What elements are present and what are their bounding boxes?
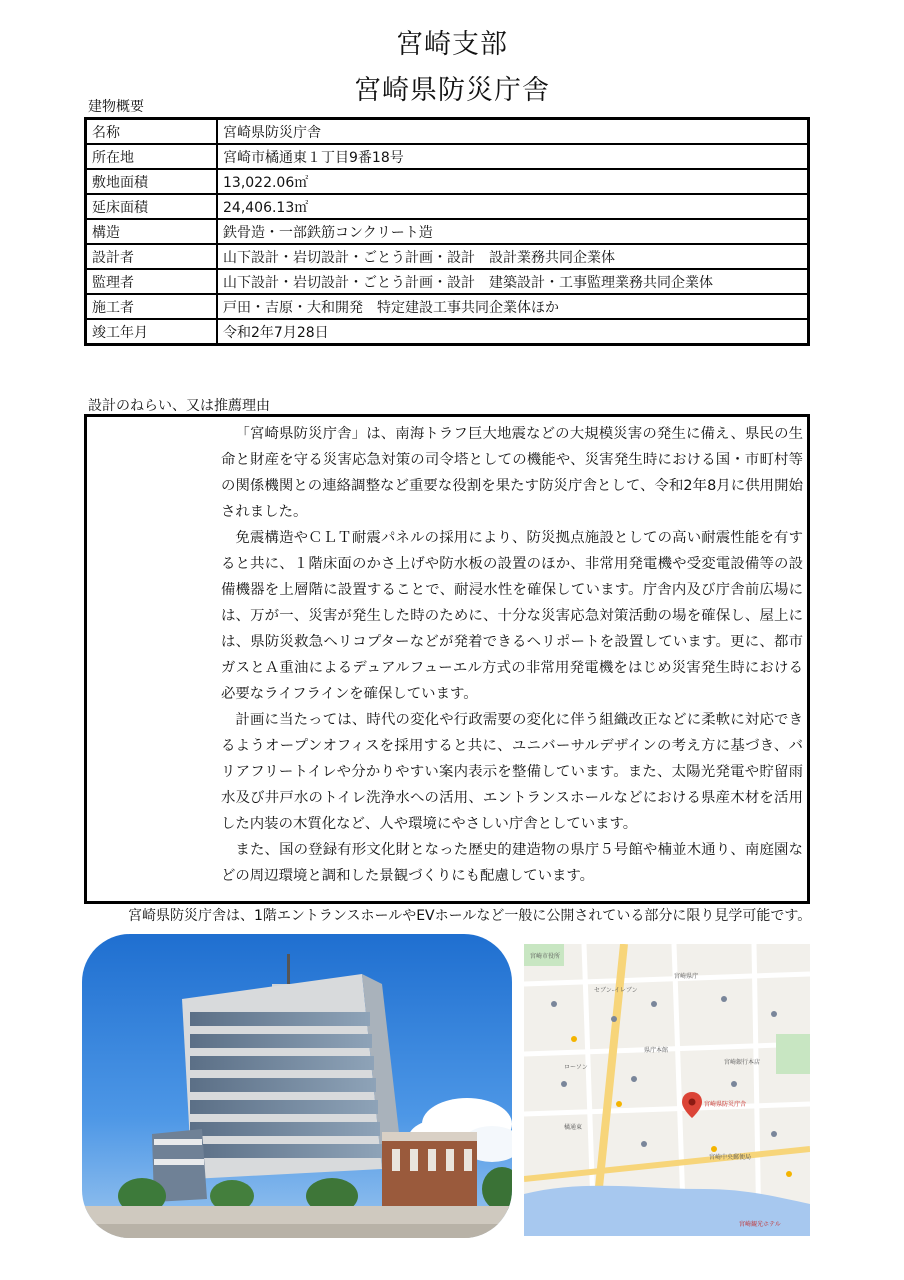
reason-text [221,421,803,889]
row-value: 鉄骨造・一部鉄筋コンクリート造 [217,219,809,244]
building-photo [82,934,512,1238]
row-value: 令和2年7月28日 [217,319,809,345]
row-value: 宮崎市橘通東１丁目9番18号 [217,144,809,169]
table-row [86,319,809,345]
reason-label: 設計のねらい、又は推薦理由 [88,398,270,414]
overview-label: 建物概要 [88,99,144,115]
row-key: 敷地面積 [86,169,218,194]
table-row [86,144,809,169]
reason-paragraph: 免震構造やＣＬＴ耐震パネルの採用により、防災拠点施設としての高い耐震性能を有すると共に、１階床面のかさ上げや防水板の設置のほか、非常用発電機や受変電設備等の設備機器を上層階に設置することで、耐浸水性を確保しています。庁舎内及び庁舎前広場には、万が一、災害が発生した時のために、十分な災害応急対策活動の場を確保し、屋上には、県防災救急ヘリコプターなどが発着できるヘリポートを設置しています。更に、都市ガスとＡ重油によるデュアルフューエル方式の非常用発電機をはじめ災害発生時における必要なライフラインを確保しています。 [221,530,803,702]
row-key: 施工者 [86,294,218,319]
map-label: セブン-イレブン [594,987,638,994]
row-key: 延床面積 [86,194,218,219]
row-value: 24,406.13㎡ [217,194,809,219]
table-row [86,194,809,219]
row-value: 13,022.06㎡ [217,169,809,194]
row-key: 所在地 [86,144,218,169]
map-label: 宮崎中央郵便局 [709,1154,752,1161]
map-label: 橘通東 [564,1124,583,1131]
row-key: 名称 [86,119,218,145]
reason-paragraph: 計画に当たっては、時代の変化や行政需要の変化に伴う組織改正などに柔軟に対応できるようオープンオフィスを採用すると共に、ユニバーサルデザインの考え方に基づき、バリアフリートイレや分かりやすい案内表示を整備しています。また、太陽光発電や貯留雨水及び井戸水のトイレ洗浄水への活用、エントランスホールなどにおける県産木材を活用した内装の木質化など、人や環境にやさしい庁舎としています。 [221,712,803,832]
table-row [86,119,809,145]
map-label: 宮崎銀行本店 [724,1059,761,1066]
reason-paragraph: 「宮崎県防災庁舎」は、南海トラフ巨大地震などの大規模災害の発生に備え、県民の生命と財産を守る災害応急対策の司令塔としての機能や、災害発生時における国・市町村等の関係機関との連絡調整など重要な役割を果たす防災庁舎として、令和2年8月に供用開始されました。 [221,426,803,520]
table-row [86,244,809,269]
map-label: ローソン [564,1064,588,1071]
reason-paragraph: また、国の登録有形文化財となった歴史的建造物の県庁５号館や楠並木通り、南庭園などの周辺環境と調和した景観づくりにも配慮しています。 [221,842,803,884]
table-row [86,219,809,244]
table-row [86,269,809,294]
row-value: 山下設計・岩切設計・ごとう計画・設計 建築設計・工事監理業務共同企業体 [217,269,809,294]
row-key: 竣工年月 [86,319,218,345]
page-title-branch: 宮崎支部 [396,29,508,60]
location-map[interactable] [524,944,810,1236]
page-title-building: 宮崎県防災庁舎 [354,75,550,106]
map-label: 宮崎県防災庁舎 [704,1101,747,1108]
row-key: 監理者 [86,269,218,294]
row-key: 設計者 [86,244,218,269]
visit-note: 宮崎県防災庁舎は、1階エントランスホールやEVホールなど一般に公開されている部分に限り見学可能です。 [128,908,812,924]
map-label: 宮崎市役所 [530,953,561,960]
row-value: 戸田・吉原・大和開発 特定建設工事共同企業体ほか [217,294,809,319]
table-row [86,169,809,194]
map-label: 宮崎観光ホテル [739,1221,781,1228]
row-key: 構造 [86,219,218,244]
reason-box [84,414,810,904]
map-label: 県庁本館 [644,1047,669,1054]
row-value: 宮崎県防災庁舎 [217,119,809,145]
map-label: 宮崎県庁 [674,973,699,980]
row-value: 山下設計・岩切設計・ごとう計画・設計 設計業務共同企業体 [217,244,809,269]
building-overview-table [84,117,810,346]
table-row [86,294,809,319]
